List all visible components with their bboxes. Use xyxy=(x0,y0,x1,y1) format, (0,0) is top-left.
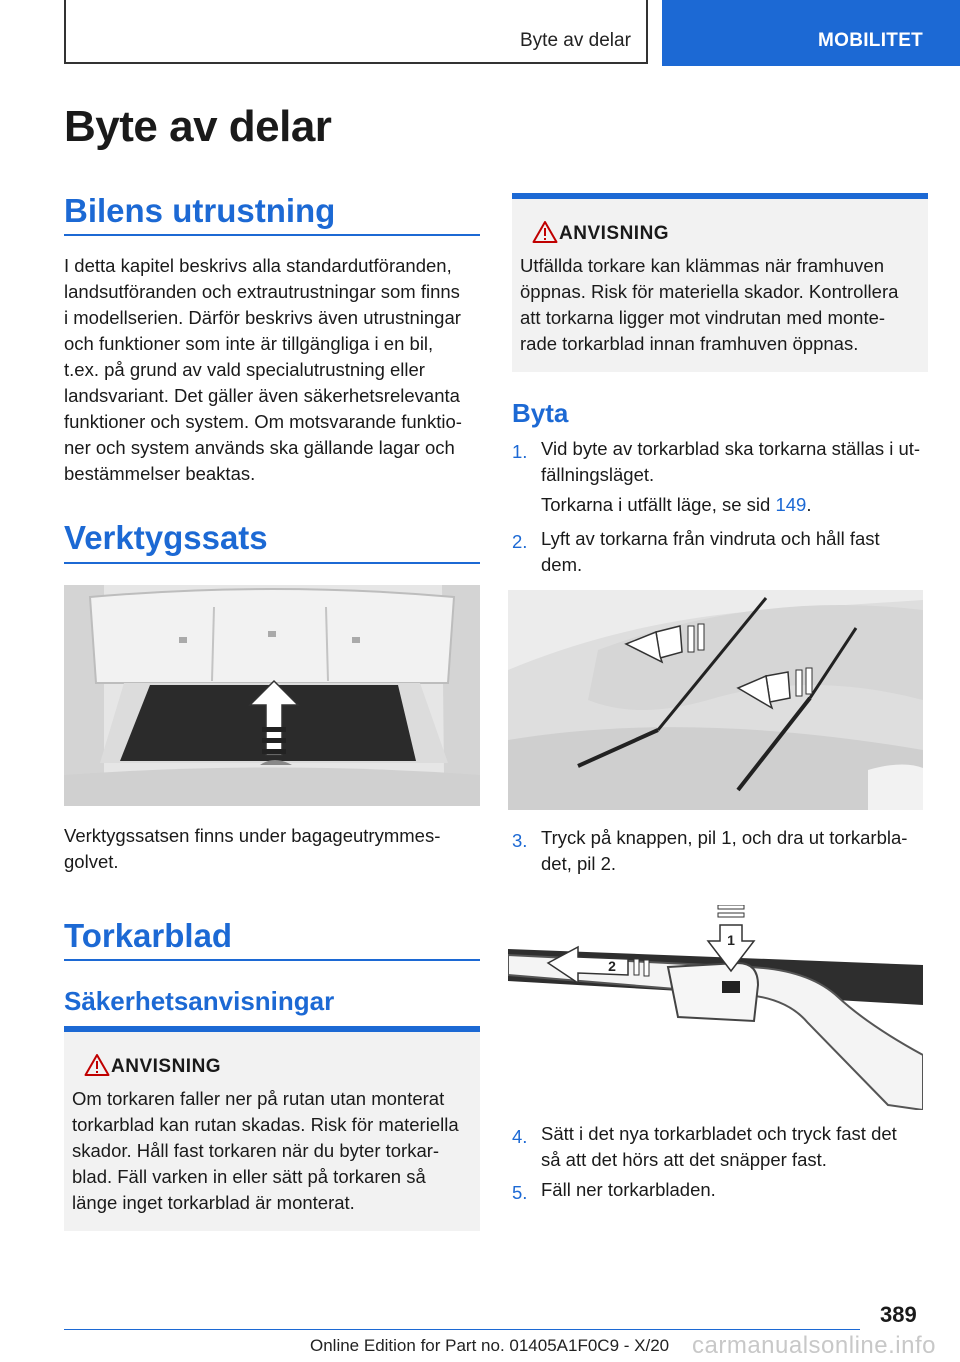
step-number: 2. xyxy=(512,531,528,552)
page-link[interactable]: 149 xyxy=(775,494,807,515)
windshield-illustration xyxy=(508,590,923,810)
heading-rule xyxy=(64,234,480,236)
step-number: 5. xyxy=(512,1182,528,1203)
warning-triangle-icon xyxy=(532,220,558,244)
page-number: 389 xyxy=(880,1302,917,1327)
heading-safety: Säkerhetsanvisningar xyxy=(64,986,335,1016)
heading-replace: Byta xyxy=(512,398,569,428)
footer-edition: Online Edition for Part no. 01405A1F0C9 - X/20 xyxy=(310,1336,670,1355)
warning-title: ANVISNING xyxy=(559,223,670,244)
heading-toolkit: Verktygssats xyxy=(64,519,268,556)
toolkit-paragraph: Verktygssatsen finns under bagageutrymmes‐ golvet. xyxy=(64,825,441,872)
step-text: Vid byte av torkarblad ska torkarna ställas i ut‐ fällningsläget. xyxy=(541,438,921,485)
step-number: 1. xyxy=(512,441,528,462)
warning-box xyxy=(512,193,928,372)
warning-title: ANVISNING xyxy=(111,1056,222,1077)
warning-bar xyxy=(64,1026,480,1032)
warning-text: Om torkaren faller ner på rutan utan monterat torkarblad kan rutan skadas. Risk för materiella skador. Håll fast torkaren när du byter torkar‐ blad. Fäll varken in eller sätt på torkaren så länge inget torkarblad är monterat. xyxy=(72,1088,459,1213)
header-chapter-tab[interactable]: MOBILITET xyxy=(662,0,960,66)
watermark: carmanualsonline.info xyxy=(692,1332,936,1359)
header-section-title: Byte av delar xyxy=(520,30,631,51)
warning-text: Utfällda torkare kan klämmas när framhuven öppnas. Risk för materiella skador. Kontrollera att torkarna ligger mot vindrutan med monte‐ rade torkarblad innan framhuven öppnas. xyxy=(520,255,899,354)
page-title: Byte av delar xyxy=(64,102,332,151)
arrow-label: 2 xyxy=(608,958,616,974)
step-text: Sätt i det nya torkarbladet och tryck fast det så att det hörs att det snäpper fast. xyxy=(541,1123,897,1170)
heading-equipment: Bilens utrustning xyxy=(64,192,336,229)
warning-box xyxy=(64,1026,480,1231)
wiper-blade-illustration xyxy=(508,905,923,1110)
warning-triangle-icon xyxy=(84,1053,110,1077)
trunk-illustration xyxy=(64,585,480,806)
equipment-paragraph: I detta kapitel beskrivs alla standardutföranden, landsutföranden och extrautrustningar som finns i modellserien. Därför beskrivs även utrustningar och funktioner som inte är tillgängliga i en bil, t.ex. på grund av vald specialutrustning eller landsvariant. Det gäller även säkerhetsrelevanta funktioner och system. Om motsvarande funktio‐ ner och system används ska gällande lagar och bestämmelser beaktas. xyxy=(64,255,462,484)
heading-wiper: Torkarblad xyxy=(64,917,233,954)
step-number: 3. xyxy=(512,830,528,851)
step-text: Fäll ner torkarbladen. xyxy=(541,1179,716,1200)
step-text: Lyft av torkarna från vindruta och håll fast dem. xyxy=(541,528,880,575)
arrow-label: 1 xyxy=(727,932,735,948)
warning-bar xyxy=(512,193,928,199)
heading-rule xyxy=(64,562,480,564)
step-note: Torkarna i utfällt läge, se sid 149. xyxy=(541,494,812,515)
step-number: 4. xyxy=(512,1126,528,1147)
footer-rule xyxy=(64,1329,860,1330)
heading-rule xyxy=(64,959,480,961)
step-text: Tryck på knappen, pil 1, och dra ut torkarbla‐ det, pil 2. xyxy=(541,827,908,874)
